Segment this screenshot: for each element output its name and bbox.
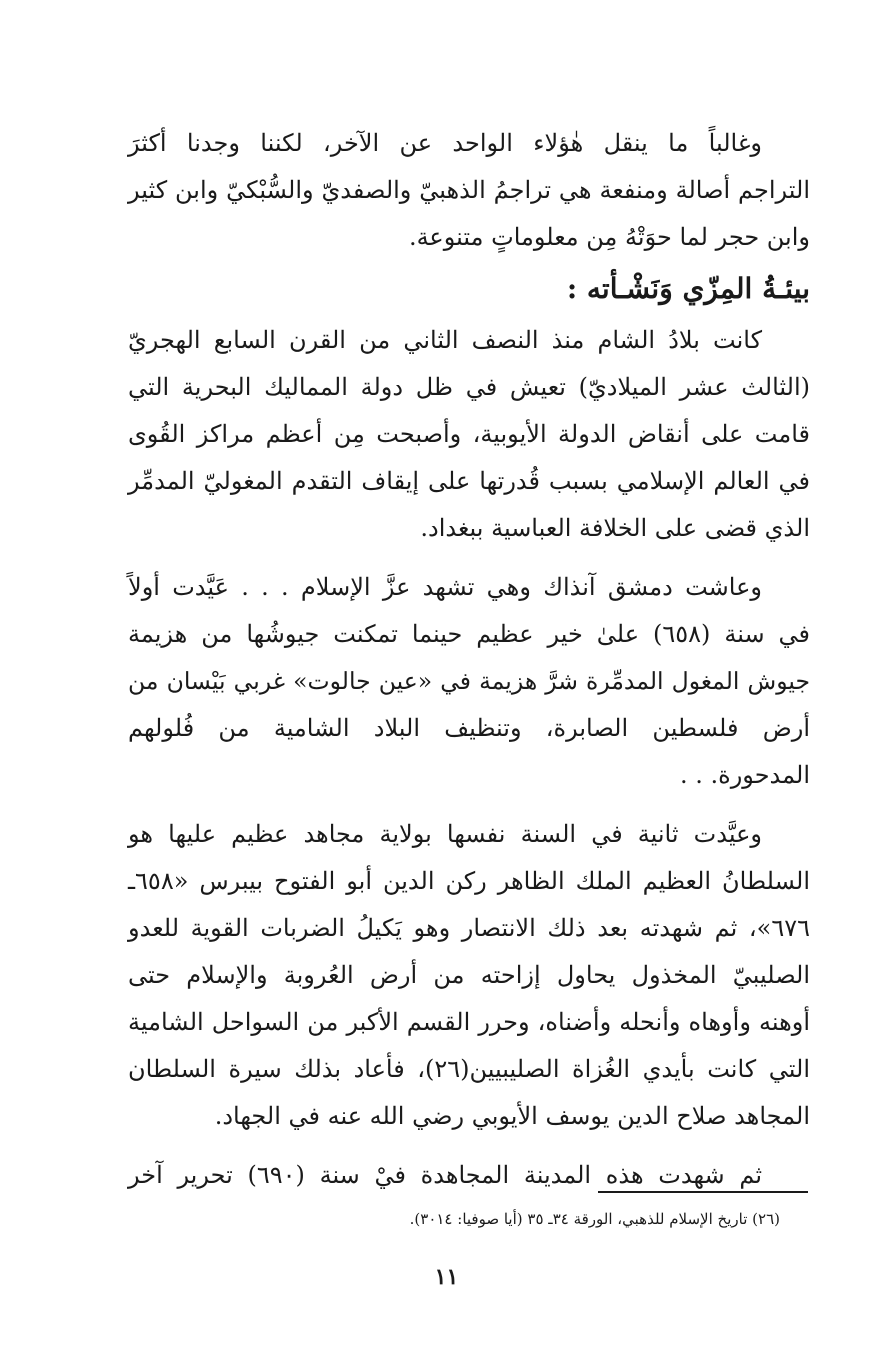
text-line: السلطانُ العظيم الملك الظاهر ركن الدين أبو الفتوح بيبرس «٦٥٨ـ bbox=[128, 867, 810, 895]
text-line: في العالم الإسلامي بسبب قُدرتها على إيقاف التقدم المغوليّ المدمِّر bbox=[128, 467, 810, 495]
footnote: (٢٦) تاريخ الإسلام للذهبي، الورقة ٣٤ـ ٣٥ (أيا صوفيا: ٣٠١٤). bbox=[409, 1210, 780, 1228]
text-line: في سنة (٦٥٨) علىٰ خير عظيم حينما تمكنت جيوشُها من هزيمة bbox=[128, 620, 810, 648]
text-line: قامت على أنقاض الدولة الأيوبية، وأصبحت مِن أعظم مراكز القُوى bbox=[128, 420, 810, 448]
text-line: المدحورة. . . bbox=[680, 761, 810, 789]
text-line: جيوش المغول المدمِّرة شرَّ هزيمة في «عين جالوت» غربي بَيْسان من bbox=[128, 667, 810, 695]
text-line: التي كانت بأيدي الغُزاة الصليبيين(٢٦)، فأعاد بذلك سيرة السلطان bbox=[128, 1055, 810, 1083]
text-line: الصليبيّ المخذول يحاول إزاحته من أرض العُروبة والإسلام حتى bbox=[128, 961, 810, 989]
page-number: ١١ bbox=[434, 1264, 459, 1290]
main-text bbox=[128, 120, 810, 1199]
text-line: ٦٧٦»، ثم شهدته بعد ذلك الانتصار وهو يَكيلُ الضربات القوية للعدو bbox=[128, 914, 810, 942]
text-line: وابن حجر لما حوَتْهُ مِن معلوماتٍ متنوعة. bbox=[408, 223, 810, 251]
text-line: أرض فلسطين الصابرة، وتنظيف البلاد الشامية من فُلولهم bbox=[128, 714, 810, 742]
text-line: (الثالث عشر الميلاديّ) تعيش في ظل دولة المماليك البحرية التي bbox=[128, 373, 810, 401]
text-line: وعيَّدت ثانية في السنة نفسها بولاية مجاهد عظيم عليها هو bbox=[128, 820, 762, 848]
text-line: ثم شهدت هذه المدينة المجاهدة فيْ سنة (٦٩٠) تحرير آخر bbox=[128, 1161, 763, 1189]
section-heading: بيئـةُ المِزّي وَنَشْـأته : bbox=[566, 272, 810, 305]
text-line: التراجم أصالة ومنفعة هي تراجمُ الذهبيّ والصفديّ والسُّبْكيّ وابن كثير bbox=[128, 176, 810, 204]
paragraph-gap bbox=[128, 799, 810, 811]
paragraph-gap bbox=[128, 552, 810, 564]
footnote-divider bbox=[598, 1191, 808, 1193]
text-line: الذي قضى على الخلافة العباسية ببغداد. bbox=[420, 514, 810, 542]
text-line: كانت بلادُ الشام منذ النصف الثاني من القرن السابع الهجريّ bbox=[128, 326, 762, 354]
text-line: المجاهد صلاح الدين يوسف الأيوبي رضي الله عنه في الجهاد. bbox=[214, 1102, 810, 1130]
text-line: وعاشت دمشق آنذاك وهي تشهد عزَّ الإسلام . . . عَيَّدت أولاً bbox=[128, 573, 762, 601]
paragraph-gap bbox=[128, 1140, 810, 1152]
text-line: وغالباً ما ينقل هٰؤلاء الواحد عن الآخر، لكننا وجدنا أكثرَ bbox=[128, 129, 762, 157]
text-line: أوهنه وأوهاه وأنحله وأضناه، وحرر القسم الأكبر من السواحل الشامية bbox=[128, 1008, 810, 1036]
